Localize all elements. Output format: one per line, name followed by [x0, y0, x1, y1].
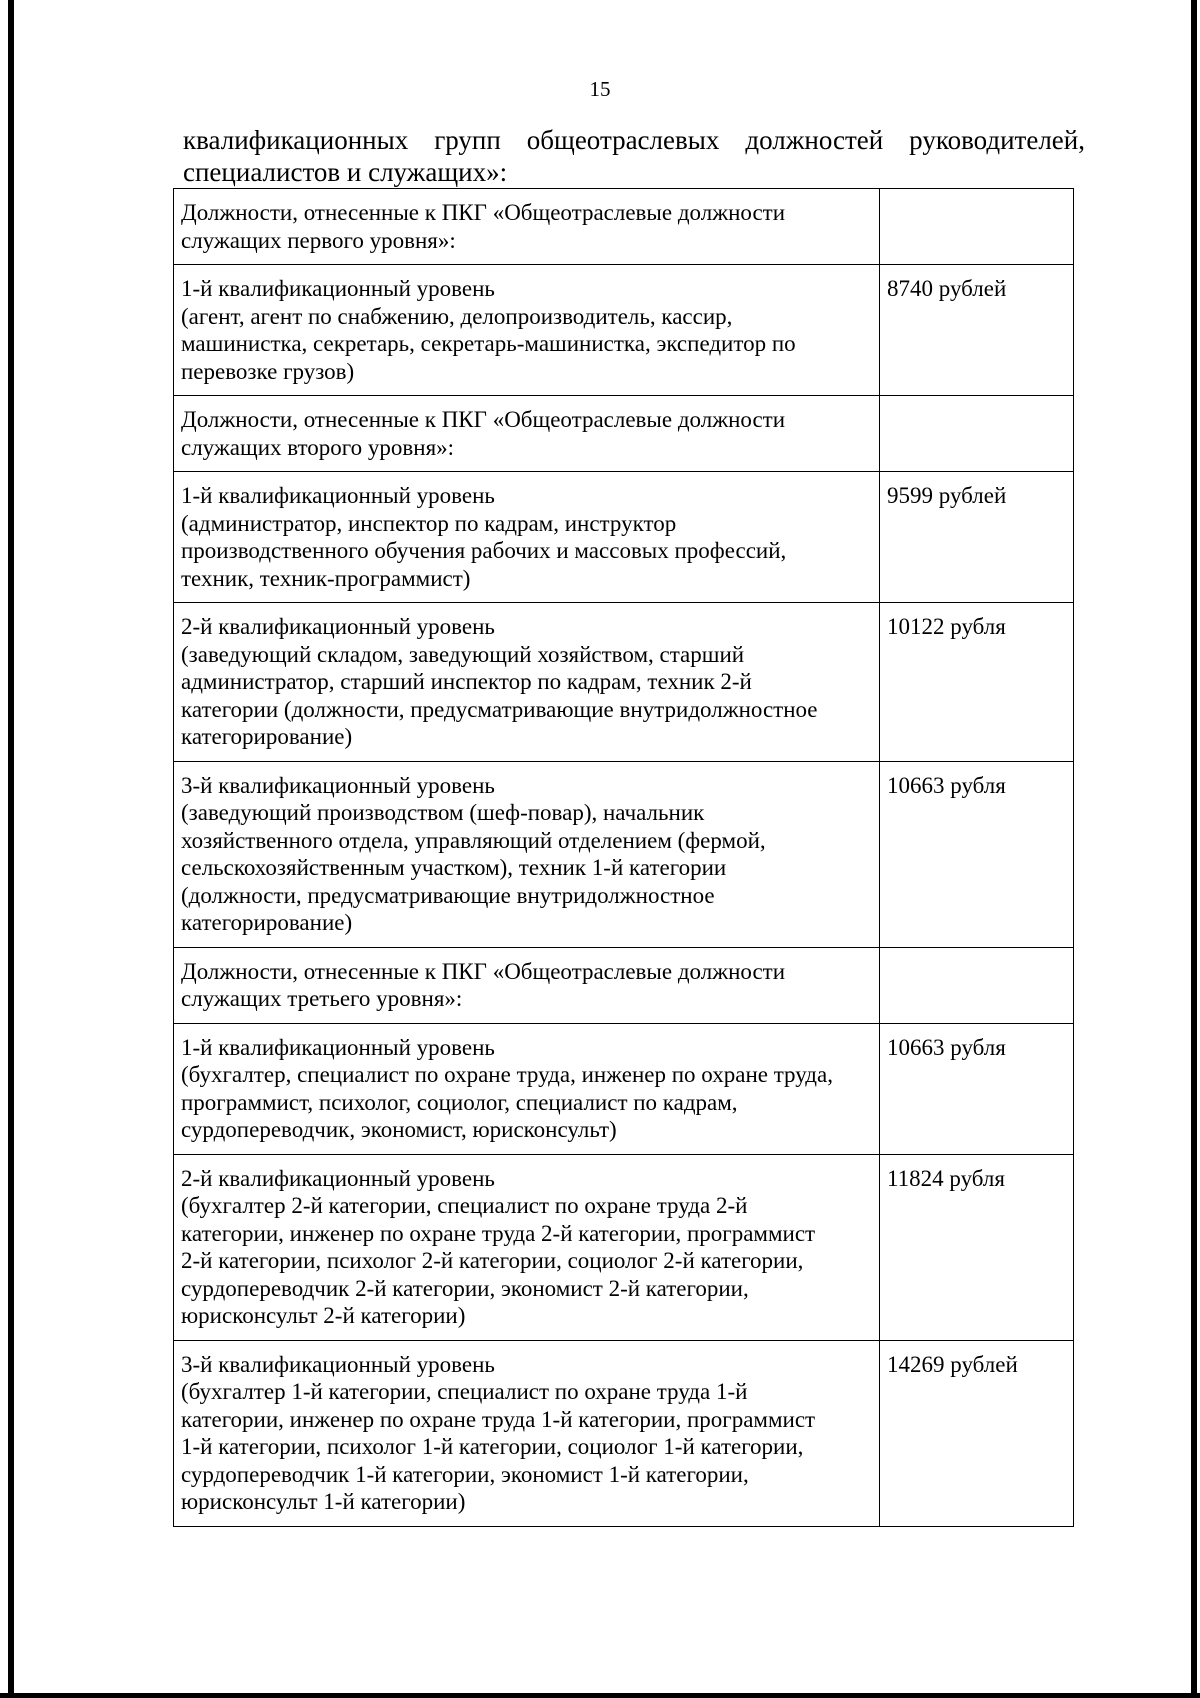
salary-cell: [880, 189, 1074, 265]
salary-table: [173, 188, 1074, 1527]
salary-cell: [880, 472, 1074, 603]
position-text-line: служащих второго уровня»:: [181, 434, 455, 460]
table-row: [174, 1340, 1074, 1526]
position-text-line: техник, техник-программист): [181, 565, 471, 591]
intro-line: квалификационных групп общеотраслевых должностей руководителей,: [183, 125, 1085, 155]
position-cell: [174, 947, 880, 1023]
salary-amount: 11824 рубля: [887, 1165, 1005, 1191]
position-text-line: 1-й квалификационный уровень: [181, 483, 495, 508]
salary-amount: 10663 рубля: [887, 1034, 1006, 1060]
table-row: [174, 761, 1074, 947]
salary-cell: [880, 1154, 1074, 1340]
position-text-line: Должности, отнесенные к ПКГ «Общеотраслевые должности: [181, 407, 786, 432]
position-text-line: (бухгалтер, специалист по охране труда, инженер по охране труда,: [181, 1062, 833, 1087]
position-cell: [174, 1154, 880, 1340]
position-text-line: 2-й квалификационный уровень: [181, 614, 495, 639]
position-text-line: 1-й квалификационный уровень: [181, 1034, 495, 1060]
position-cell: [174, 472, 880, 603]
page-number: 15: [589, 77, 611, 101]
table-row: [174, 189, 1074, 265]
position-text-line: (бухгалтер 2-й категории, специалист по охране труда 2-й: [181, 1193, 748, 1218]
table-row: [174, 472, 1074, 603]
page-frame-bottom: [0, 1693, 1200, 1698]
position-text-line: сурдопереводчик 1-й категории, экономист 1-й категории,: [181, 1461, 749, 1487]
table-row: [174, 1023, 1074, 1154]
intro-paragraph: [183, 124, 1085, 188]
salary-amount: 14269 рублей: [887, 1351, 1018, 1377]
position-text-line: категории (должности, предусматривающие внутридолжностное: [181, 696, 818, 722]
salary-amount: 8740 рублей: [887, 276, 1007, 301]
salary-cell: [880, 1340, 1074, 1526]
salary-amount: 10122 рубля: [887, 614, 1006, 639]
position-text-line: (должности, предусматривающие внутридолжностное: [181, 882, 715, 908]
position-text-line: (заведующий производством (шеф-повар), начальник: [181, 800, 705, 825]
position-text-line: перевозке грузов): [181, 358, 355, 384]
position-text-line: категорирование): [181, 724, 353, 749]
intro-line: специалистов и служащих»:: [183, 157, 508, 187]
salary-amount: 10663 рубля: [887, 772, 1006, 798]
position-text-line: машинистка, секретарь, секретарь-машинистка, экспедитор по: [181, 331, 796, 356]
position-text-line: производственного обучения рабочих и массовых профессий,: [181, 538, 787, 563]
position-text-line: 1-й категории, психолог 1-й категории, социолог 1-й категории,: [181, 1434, 804, 1459]
position-cell: [174, 761, 880, 947]
position-text-line: 3-й квалификационный уровень: [181, 1351, 495, 1377]
salary-cell: [880, 603, 1074, 762]
table-row: [174, 396, 1074, 472]
position-text-line: категории, инженер по охране труда 1-й категории, программист: [181, 1406, 816, 1432]
position-text-line: юрисконсульт 2-й категории): [181, 1303, 466, 1328]
position-text-line: сурдопереводчик, экономист, юрисконсульт): [181, 1117, 617, 1142]
position-text-line: (агент, агент по снабжению, делопроизводитель, кассир,: [181, 303, 733, 329]
position-text-line: сурдопереводчик 2-й категории, экономист 2-й категории,: [181, 1275, 749, 1301]
salary-cell: [880, 947, 1074, 1023]
position-text-line: (бухгалтер 1-й категории, специалист по охране труда 1-й: [181, 1379, 748, 1404]
position-cell: [174, 189, 880, 265]
position-text-line: категории, инженер по охране труда 2-й категории, программист: [181, 1220, 816, 1246]
page-frame-right: [1191, 0, 1197, 1698]
position-cell: [174, 603, 880, 762]
position-text-line: программист, психолог, социолог, специалист по кадрам,: [181, 1089, 738, 1115]
position-text-line: служащих третьего уровня»:: [181, 986, 463, 1011]
position-text-line: 2-й квалификационный уровень: [181, 1165, 495, 1191]
position-text-line: (заведующий складом, заведующий хозяйством, старший: [181, 641, 745, 667]
salary-cell: [880, 1023, 1074, 1154]
position-cell: [174, 265, 880, 396]
position-text-line: Должности, отнесенные к ПКГ «Общеотраслевые должности: [181, 200, 786, 225]
position-text-line: 2-й категории, психолог 2-й категории, социолог 2-й категории,: [181, 1248, 804, 1273]
position-cell: [174, 396, 880, 472]
position-text-line: сельскохозяйственным участком), техник 1-й категории: [181, 855, 727, 880]
salary-cell: [880, 396, 1074, 472]
position-text-line: юрисконсульт 1-й категории): [181, 1489, 466, 1514]
salary-cell: [880, 265, 1074, 396]
position-cell: [174, 1340, 880, 1526]
position-text-line: 3-й квалификационный уровень: [181, 772, 495, 798]
position-text-line: хозяйственного отдела, управляющий отделением (фермой,: [181, 827, 766, 853]
position-text-line: Должности, отнесенные к ПКГ «Общеотраслевые должности: [181, 958, 786, 984]
salary-table-body: [174, 189, 1074, 1527]
table-row: [174, 265, 1074, 396]
table-row: [174, 603, 1074, 762]
table-row: [174, 1154, 1074, 1340]
salary-amount: 9599 рублей: [887, 483, 1007, 508]
salary-cell: [880, 761, 1074, 947]
page-frame-left: [8, 0, 14, 1698]
position-text-line: (администратор, инспектор по кадрам, инструктор: [181, 510, 677, 536]
position-cell: [174, 1023, 880, 1154]
position-text-line: администратор, старший инспектор по кадрам, техник 2-й: [181, 669, 752, 694]
position-text-line: категорирование): [181, 910, 353, 935]
position-text-line: служащих первого уровня»:: [181, 227, 456, 253]
position-text-line: 1-й квалификационный уровень: [181, 276, 495, 301]
table-row: [174, 947, 1074, 1023]
